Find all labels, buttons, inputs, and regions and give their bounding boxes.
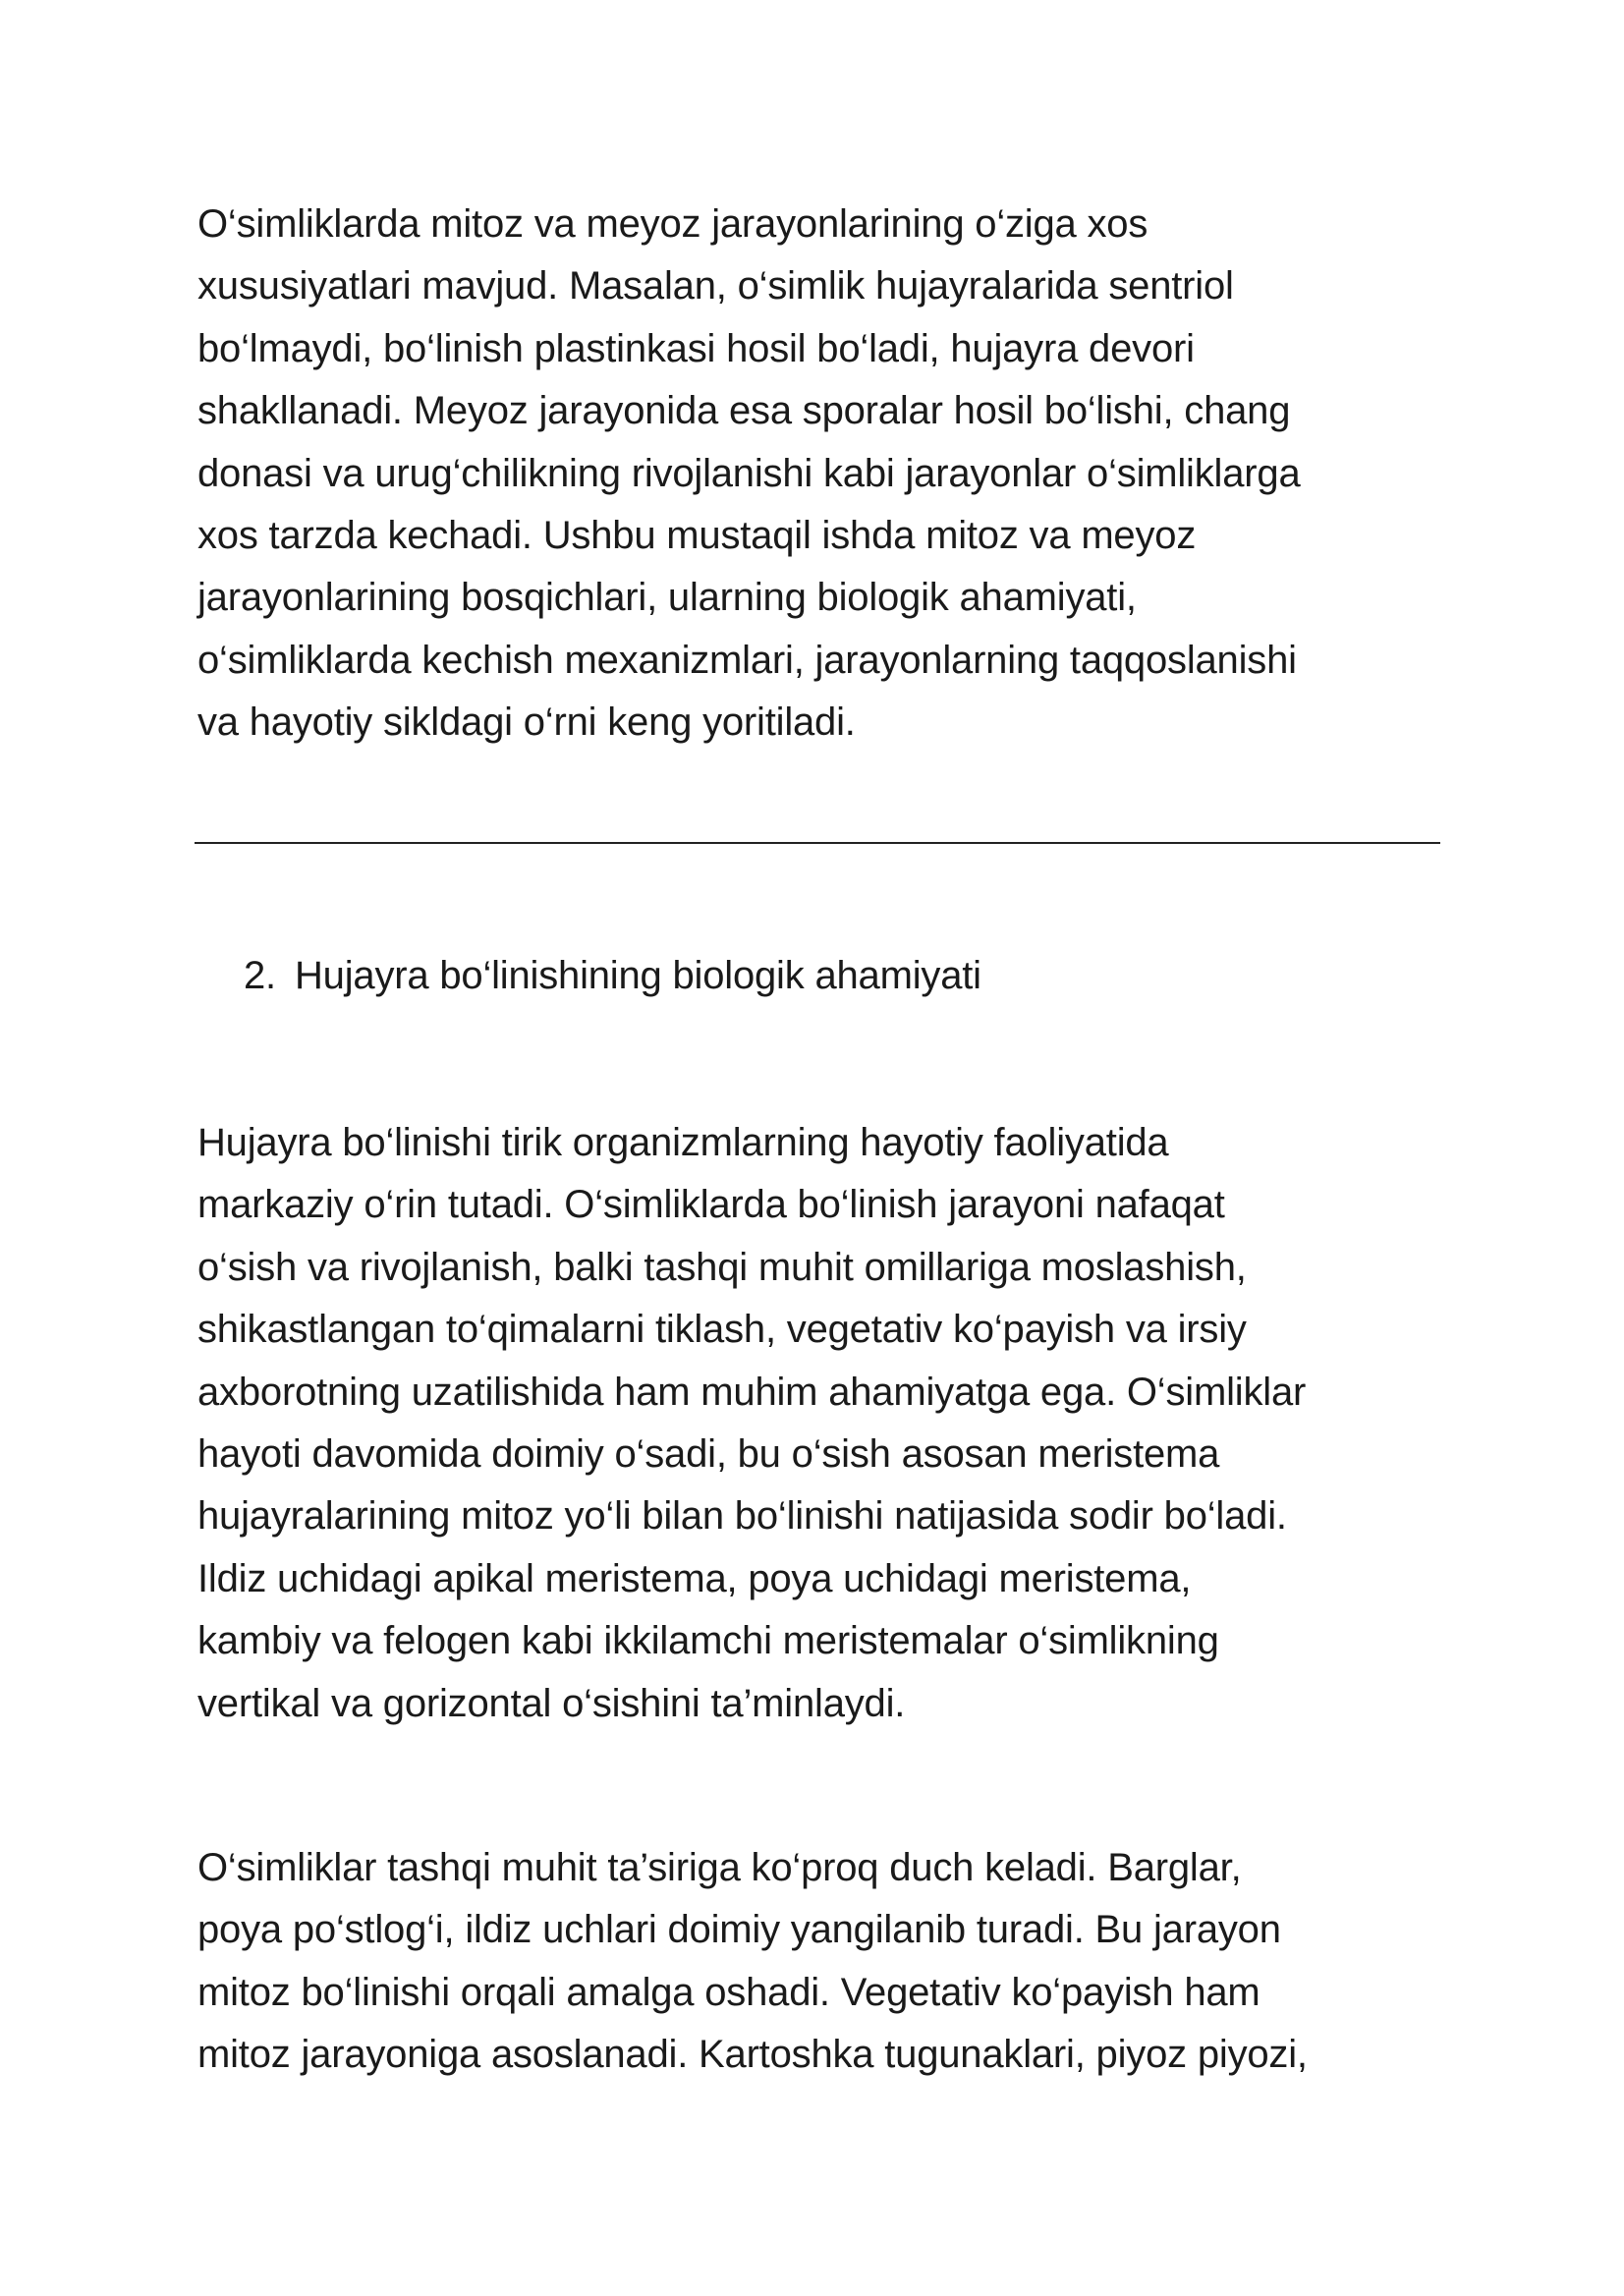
text-line: jarayonlarining bosqichlari, ularning biologik ahamiyati, <box>197 576 1137 620</box>
section-heading <box>244 945 981 1007</box>
text-line: O‘simliklar tashqi muhit ta’siriga ko‘proq duch keladi. Barglar, <box>197 1846 1242 1889</box>
text-line: xos tarzda kechadi. Ushbu mustaqil ishda mitoz va meyoz <box>197 514 1197 558</box>
text-line: kambiy va felogen kabi ikkilamchi meristemalar o‘simlikning <box>197 1619 1219 1663</box>
section-title: Hujayra bo‘linishining biologik ahamiyati <box>295 954 981 997</box>
text-line: mitoz jarayoniga asoslanadi. Kartoshka tugunaklari, piyoz piyozi, <box>197 2033 1308 2077</box>
section-number: 2. <box>244 954 276 997</box>
text-line: poya po‘stlog‘i, ildiz uchlari doimiy yangilanib turadi. Bu jarayon <box>197 1908 1281 1952</box>
text-line: shikastlangan to‘qimalarni tiklash, vegetativ ko‘payish va irsiy <box>197 1308 1247 1352</box>
text-line: o‘simliklarda kechish mexanizmlari, jarayonlarning taqqoslanishi <box>197 638 1297 682</box>
text-line: mitoz bo‘linishi orqali amalga oshadi. Vegetativ ko‘payish ham <box>197 1970 1260 2014</box>
body-paragraph <box>197 194 1445 755</box>
text-line: va hayotiy sikldagi o‘rni keng yoritiladi. <box>197 700 856 745</box>
horizontal-rule <box>195 842 1440 844</box>
body-paragraph <box>197 1112 1445 1735</box>
text-line: vertikal va gorizontal o‘sishini ta’minlaydi. <box>197 1681 906 1725</box>
text-line: axborotning uzatilishida ham muhim ahamiyatga ega. O‘simliklar <box>197 1370 1307 1414</box>
text-line: o‘sish va rivojlanish, balki tashqi muhit omillariga moslashish, <box>197 1245 1247 1289</box>
text-line: bo‘lmaydi, bo‘linish plastinkasi hosil bo‘ladi, hujayra devori <box>197 326 1195 370</box>
body-paragraph <box>197 1837 1445 2087</box>
text-line: xususiyatlari mavjud. Masalan, o‘simlik hujayralarida sentriol <box>197 264 1234 308</box>
text-line: shakllanadi. Meyoz jarayonida esa sporalar hosil bo‘lishi, chang <box>197 389 1291 433</box>
text-line: O‘simliklarda mitoz va meyoz jarayonlarining o‘ziga xos <box>197 202 1148 246</box>
text-line: Hujayra bo‘linishi tirik organizmlarning hayotiy faoliyatida <box>197 1121 1169 1164</box>
text-line: Ildiz uchidagi apikal meristema, poya uchidagi meristema, <box>197 1556 1192 1600</box>
text-line: hayoti davomida doimiy o‘sadi, bu o‘sish asosan meristema <box>197 1432 1220 1477</box>
text-line: markaziy o‘rin tutadi. O‘simliklarda bo‘linish jarayoni nafaqat <box>197 1183 1225 1227</box>
text-line: hujayralarining mitoz yo‘li bilan bo‘linishi natijasida sodir bo‘ladi. <box>197 1494 1287 1539</box>
text-line: donasi va urug‘chilikning rivojlanishi kabi jarayonlar o‘simliklarga <box>197 451 1301 495</box>
